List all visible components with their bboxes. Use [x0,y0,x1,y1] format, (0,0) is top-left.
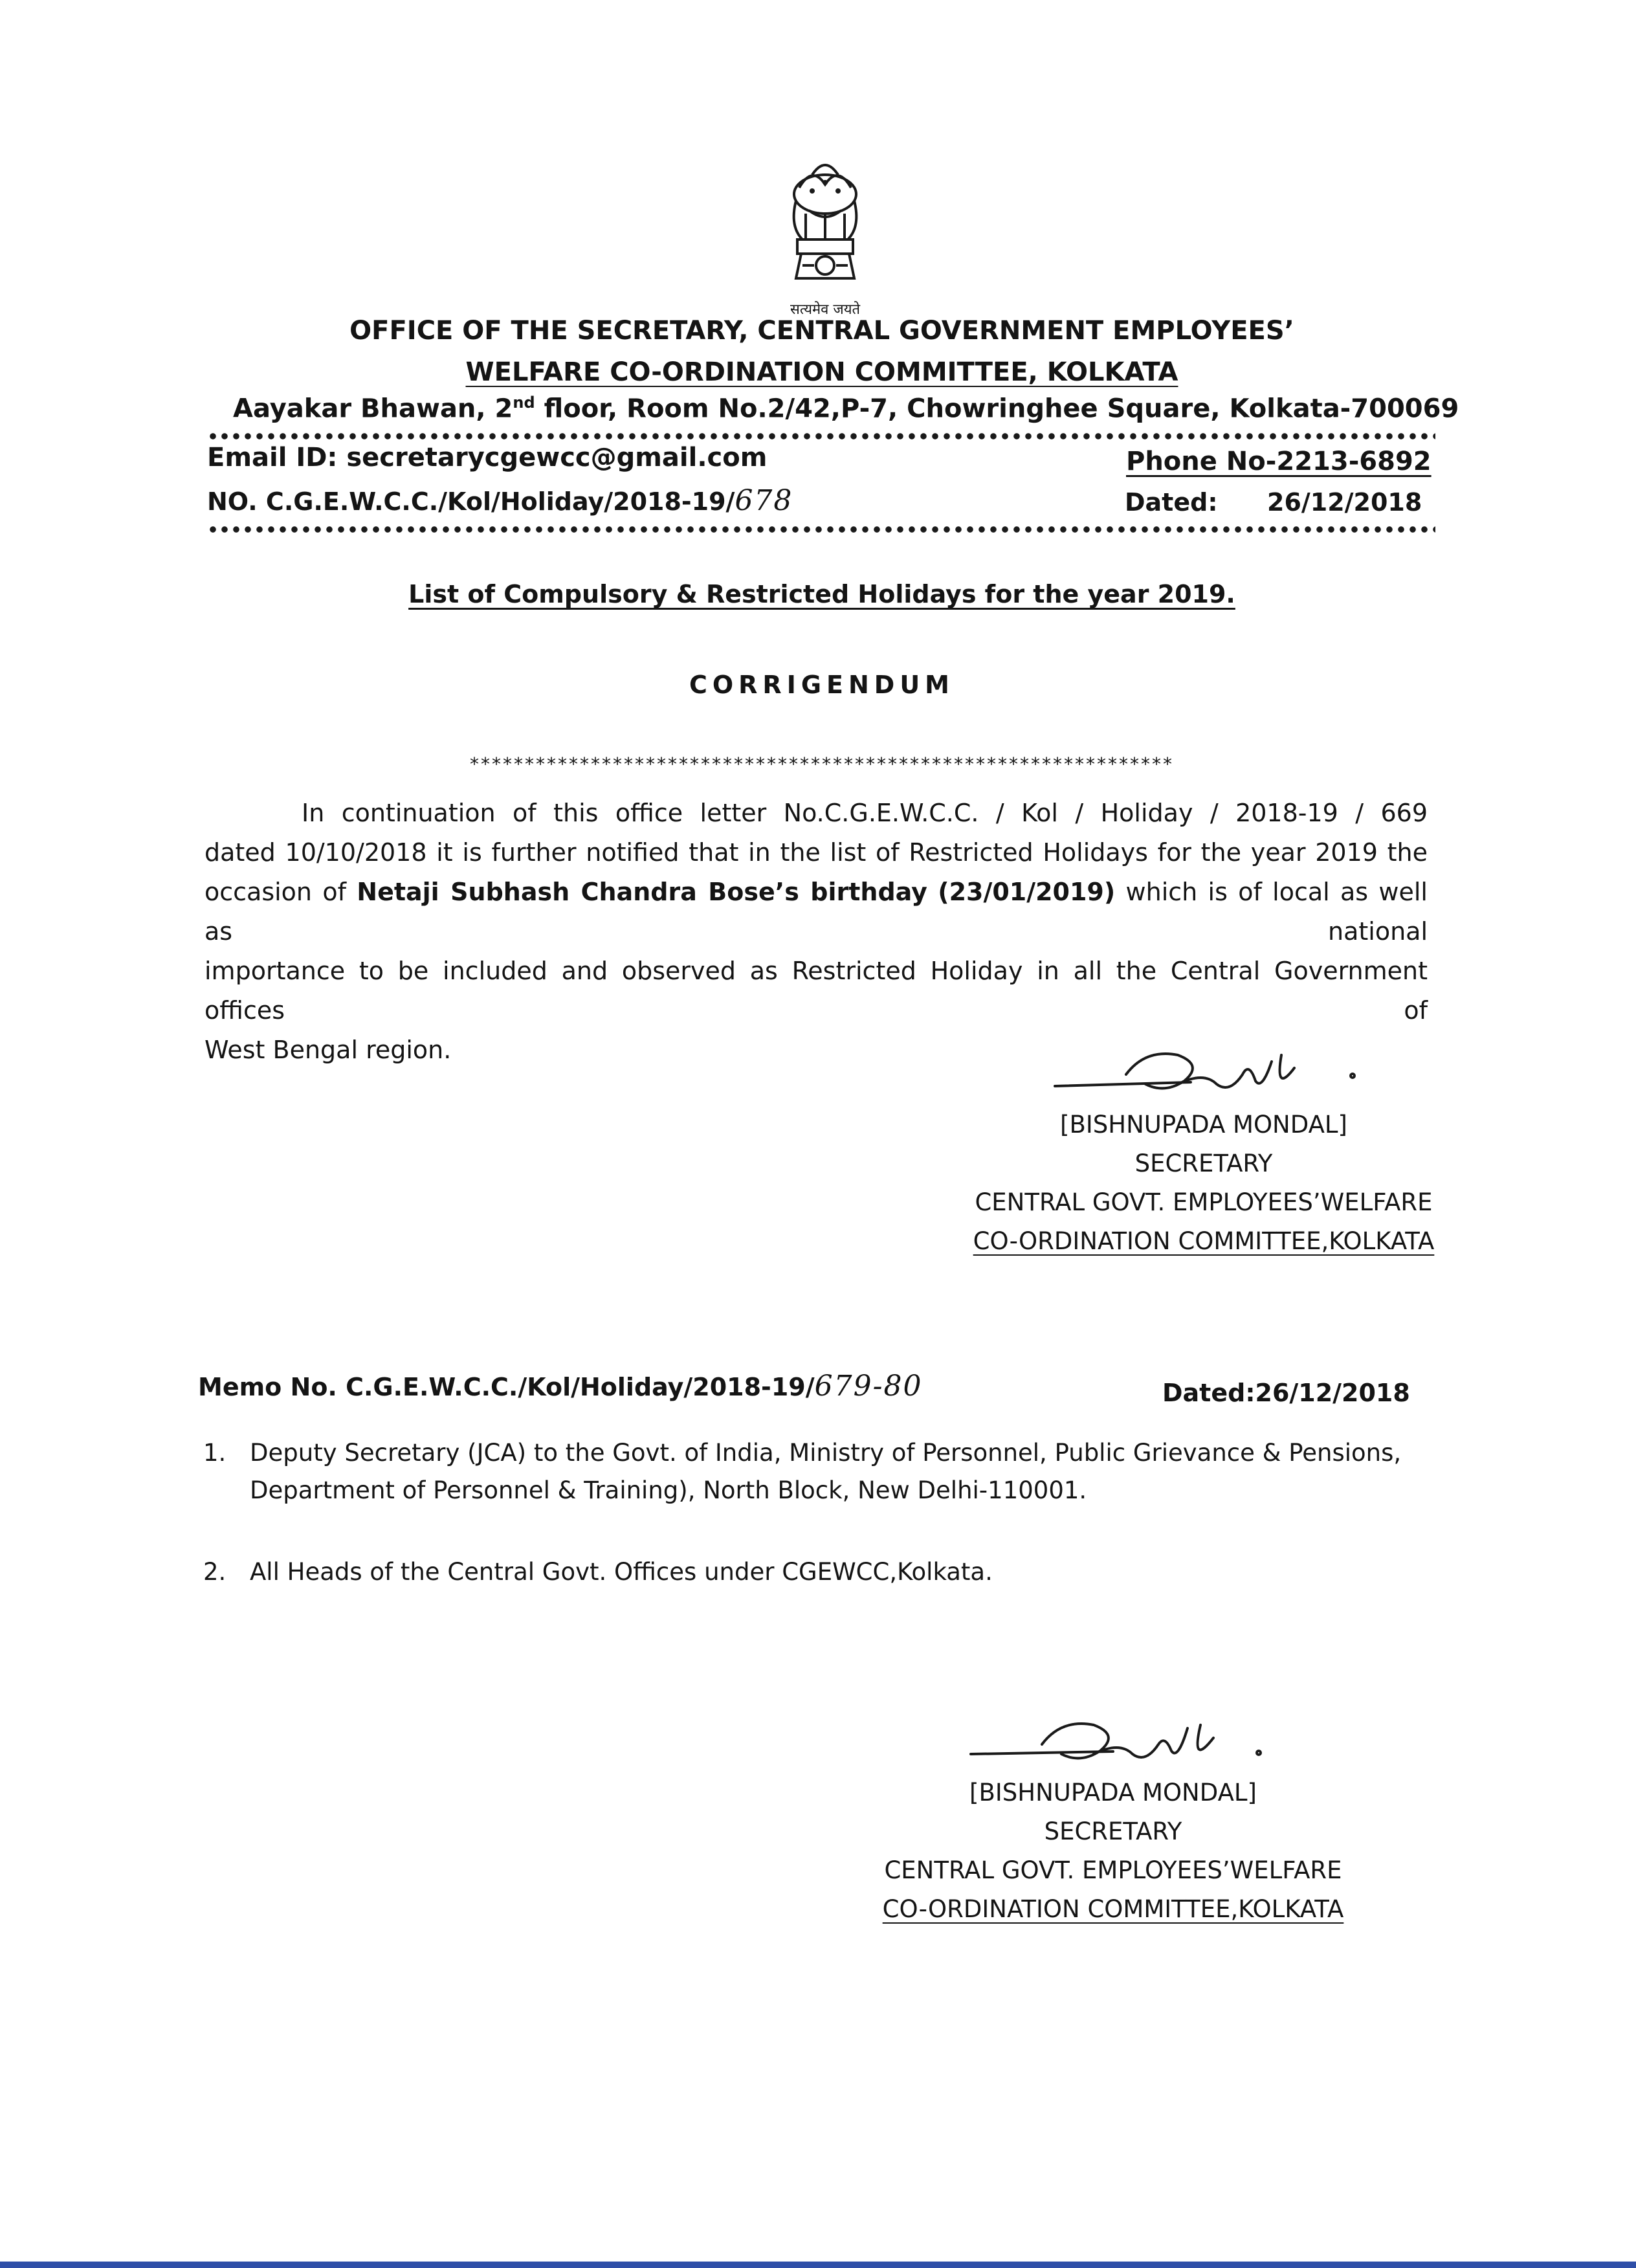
signature-1-name: [BISHNUPADA MONDAL] [1060,1111,1347,1139]
address-post: floor, Room No.2/42,P-7, Chowringhee Square, Kolkata-700069 [535,394,1459,424]
signature-1-block [919,1106,1488,1261]
signature-2-org-line2: CO-ORDINATION COMMITTEE,KOLKATA [882,1895,1344,1923]
signature-2-org-line1: CENTRAL GOVT. EMPLOYEES’WELFARE [884,1856,1342,1884]
header-top-divider [207,432,1435,440]
body-line-3-pre: occasion of [204,878,357,906]
list-item [203,1553,1433,1591]
occasion-name: Netaji Subhash Chandra Bose’s birthday [357,878,927,906]
signature-1-title: SECRETARY [1134,1150,1273,1177]
body-line-3-post: which is of local as well as national [204,878,1428,946]
header-bottom-divider [207,526,1435,533]
list-item-number: 1. [203,1439,227,1467]
list-item-line-1: All Heads of the Central Govt. Offices under CGEWCC,Kolkata. [250,1558,993,1586]
body-line-1 [204,794,1428,833]
national-emblem-icon [777,149,874,304]
occasion-date: (23/01/2019) [938,878,1116,906]
signature-2-mark [964,1709,1288,1780]
reference-number-text: NO. C.G.E.W.C.C./Kol/Holiday/2018-19/ [207,487,735,516]
subject-line: List of Compulsory & Restricted Holidays for the year 2019. [408,580,1235,608]
body-line-2: dated 10/10/2018 it is further notified that in the list of Restricted Holidays for the year 2019 the [204,838,1428,867]
memo-number-text: Memo No. C.G.E.W.C.C./Kol/Holiday/2018-19/ [198,1373,815,1401]
body-line-4: importance to be included and observed as Restricted Holiday in all the Central Government offices of [204,957,1428,1025]
body-line-3 [204,873,1428,951]
address-line [233,394,1459,423]
signature-1-org-line2: CO-ORDINATION COMMITTEE,KOLKATA [973,1227,1435,1255]
committee-title: WELFARE CO-ORDINATION COMMITTEE, KOLKATA [465,357,1178,387]
star-separator: **************************************************************** [470,753,1174,775]
reference-number [207,484,793,517]
signature-2-title: SECRETARY [1044,1818,1182,1845]
list-item-line-1: Deputy Secretary (JCA) to the Govt. of India, Ministry of Personnel, Public Grievance & Pensions, [250,1439,1402,1467]
body-line-5: West Bengal region. [204,1036,452,1064]
memo-number-handwritten: 679-80 [814,1370,923,1403]
signature-2-name: [BISHNUPADA MONDAL] [969,1779,1257,1807]
address-sup: nd [513,394,535,412]
dated-value: 26/12/2018 [1267,488,1422,517]
phone-number: Phone No-2213-6892 [1126,447,1432,476]
memo-number [198,1370,922,1403]
list-item-number: 2. [203,1558,227,1586]
signature-2-block [828,1773,1398,1929]
body-line-1-text: In continuation of this office letter No.C.G.E.W.C.C. / Kol / Holiday / 2018-19 / 669 [302,799,1428,827]
address-pre: Aayakar Bhawan, 2 [233,394,513,424]
corrigendum-body [204,794,1428,1070]
signature-1-org-line1: CENTRAL GOVT. EMPLOYEES’WELFARE [975,1188,1433,1216]
email-label: Email ID: secretarycgewcc@gmail.com [207,443,768,472]
dated-label: Dated: [1125,488,1218,517]
list-item-line-2: Department of Personnel & Training), North Block, New Delhi-110001. [250,1476,1087,1504]
signature-1-mark [1048,1036,1372,1107]
scan-edge [0,2262,1636,2268]
corrigendum-heading: CORRIGENDUM [689,671,955,699]
reference-number-handwritten: 678 [735,484,793,517]
list-item [203,1434,1433,1509]
emblem-motto: सत्यमेव जयते [790,302,861,318]
memo-dated: Dated:26/12/2018 [1162,1379,1410,1407]
office-title: OFFICE OF THE SECRETARY, CENTRAL GOVERNMENT EMPLOYEES’ [349,316,1294,346]
